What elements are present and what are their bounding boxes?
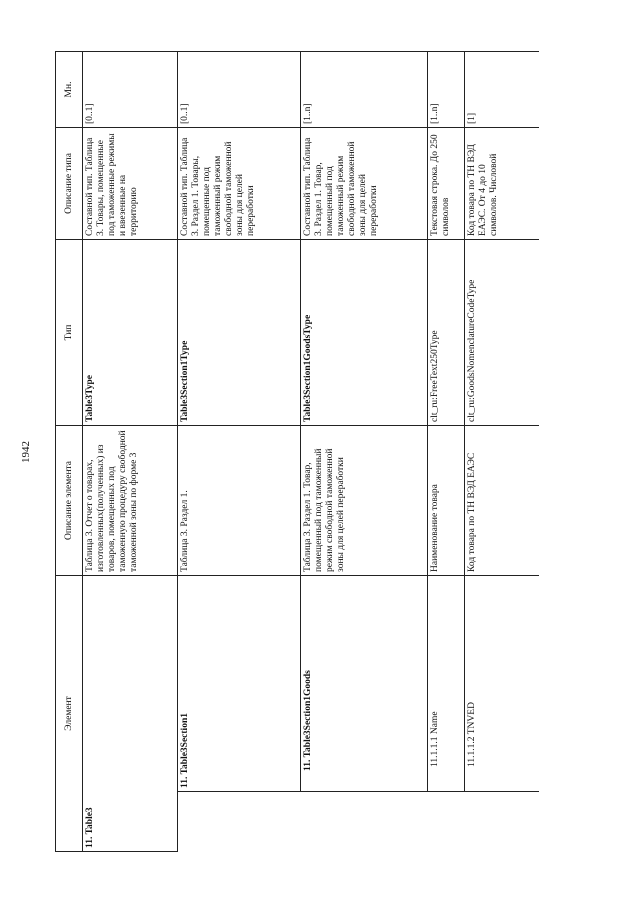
header-type-description: Описание типа (56, 127, 83, 239)
rotated-table-container (55, 52, 585, 852)
element-name: Table3 (85, 807, 95, 835)
cell-element (428, 575, 465, 791)
cell-multiplicity: [1..n] (428, 51, 465, 127)
cell-element (301, 575, 428, 791)
cell-type: Table3Section1GoodsType (301, 239, 428, 425)
cell-type: Table3Section1Type (178, 239, 301, 425)
element-name: Name (430, 711, 440, 735)
element-number: 11. (303, 759, 313, 771)
cell-multiplicity: [1..n] (301, 51, 428, 127)
cell-type: clt_ru:FreeText250Type (428, 239, 465, 425)
cell-element (178, 575, 301, 791)
header-type: Тип (56, 239, 83, 425)
cell-description: Код товара по ТН ВЭД ЕАЭС (465, 425, 540, 575)
cell-type-description: Код товара по ТН ВЭД ЕАЭС. От 4 до 10 символов. Числовой (465, 127, 540, 239)
header-element: Элемент (56, 575, 83, 851)
element-name: Table3Section1 (180, 713, 190, 775)
table-row (465, 51, 540, 851)
cell-description: Наименование товара (428, 425, 465, 575)
cell-description: Таблица 3. Раздел 1. Товар, помещенный под таможенный режим свободной таможенной зоны для целей переработки (301, 425, 428, 575)
indent-spacer (465, 792, 540, 852)
indent-spacer (178, 792, 301, 852)
elements-table (55, 51, 539, 852)
page-number: 1942 (20, 441, 32, 463)
table-row (301, 51, 428, 851)
element-number: 11. (85, 836, 95, 848)
cell-multiplicity: [0..1] (83, 51, 178, 127)
cell-description: Таблица 3. Отчет о товарах, изготовленных(полученных) из товаров, помещенных под таможенную процедуру свободной таможенной зоны по форме 3 (83, 425, 178, 575)
table-row (83, 51, 178, 851)
cell-multiplicity: [1] (465, 51, 540, 127)
table-row (178, 51, 301, 851)
cell-type-description: Составной тип. Таблица 3. Раздел 1. Товар, помещенный под таможенный режим свободной таможенной зоны для целей переработки (301, 127, 428, 239)
element-number: 11.1.1.1 (430, 736, 440, 767)
element-number: 11.1.1.2 (467, 736, 477, 767)
cell-multiplicity: [0..1] (178, 51, 301, 127)
cell-type-description: Текстовая строка. До 250 символов (428, 127, 465, 239)
table-row (428, 51, 465, 851)
cell-element (83, 575, 178, 851)
header-description: Описание элемента (56, 425, 83, 575)
cell-element (465, 575, 540, 791)
element-name: TNVED (467, 702, 477, 735)
table-header-row (56, 51, 83, 851)
cell-type: Table3Type (83, 239, 178, 425)
header-multiplicity: Мн. (56, 51, 83, 127)
indent-spacer (428, 792, 465, 852)
indent-spacer (301, 792, 428, 852)
cell-type: clt_ru:GoodsNomenclatureCodeType (465, 239, 540, 425)
cell-type-description: Составной тип. Таблица 3. Товары, помещенные под таможенные режимы и ввезенные на территорию (83, 127, 178, 239)
cell-type-description: Составной тип. Таблица 3. Раздел 1. Товары, помещенные под таможенный режим свободной таможенной зоны для целей переработки (178, 127, 301, 239)
cell-description: Таблица 3. Раздел 1. (178, 425, 301, 575)
element-number: 11. (180, 776, 190, 788)
element-name: Table3Section1Goods (303, 670, 313, 758)
